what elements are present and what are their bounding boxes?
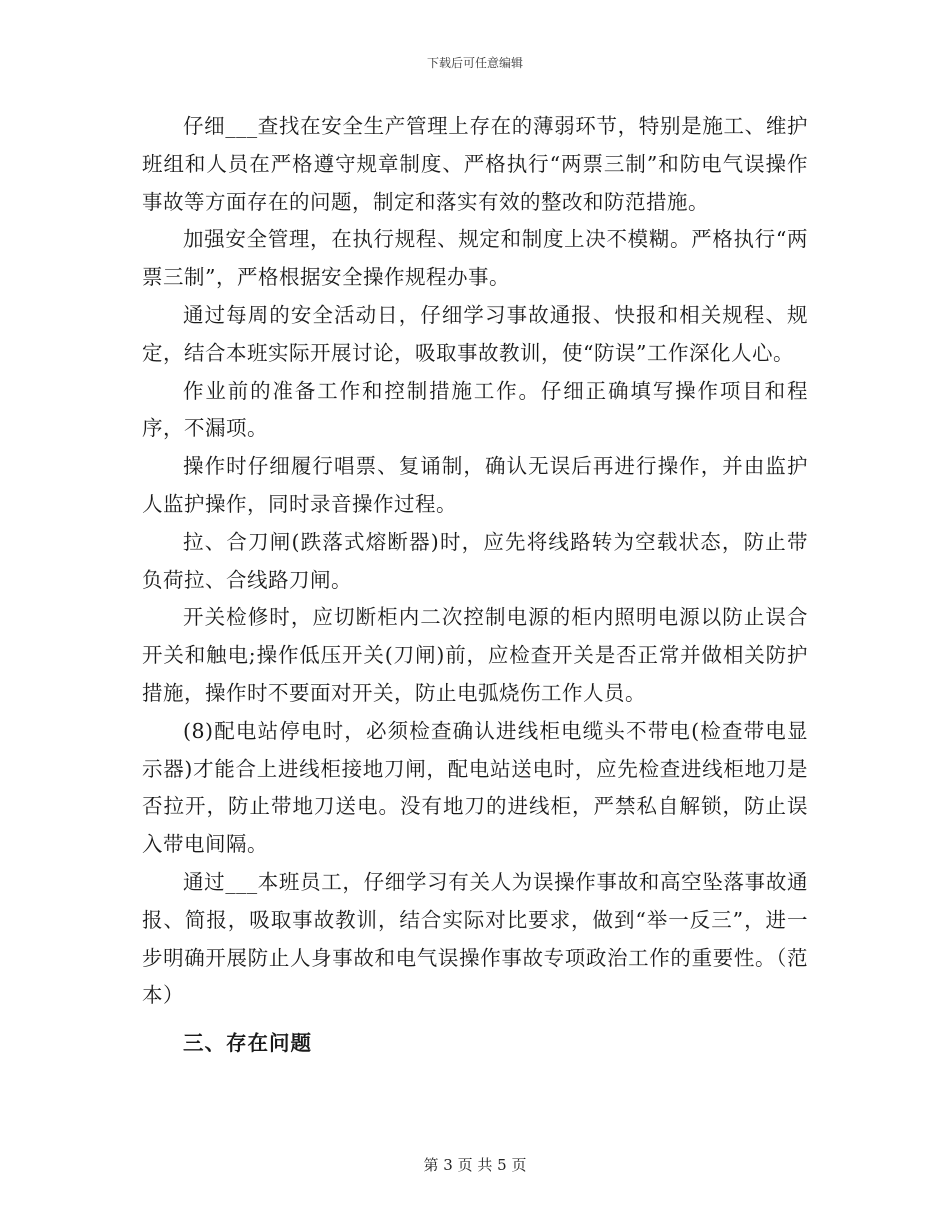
paragraph-3: 通过每周的安全活动日，仔细学习事故通报、快报和相关规程、规定，结合本班实际开展讨论，吸取事故教训，使“防误”工作深化人心。 (142, 302, 808, 365)
header-note: 下载后可任意编辑 (426, 56, 523, 70)
section-heading: 三、存在问题 (183, 1031, 312, 1056)
document-body (142, 108, 808, 1063)
paragraph-7: 开关检修时，应切断柜内二次控制电源的柜内照明电源以防止误合开关和触电;操作低压开关(刀闸)前，应检查开关是否正常并做相关防护措施，操作时不要面对开关，防止电弧烧伤工作人员。 (142, 605, 808, 705)
page-footer: 第 3 页 共 5 页 (423, 1156, 527, 1174)
paragraph-9: 通过___本班员工，仔细学习有关人为误操作事故和高空坠落事故通报、简报，吸取事故教训，结合实际对比要求，做到“举一反三”，进一步明确开展防止人身事故和电气误操作事故专项政治工作的重要性。（范本） (142, 869, 808, 1008)
paragraph-2: 加强安全管理，在执行规程、规定和制度上决不模糊。严格执行“两票三制”，严格根据安全操作规程办事。 (142, 227, 808, 290)
paragraph-1: 仔细___查找在安全生产管理上存在的薄弱环节，特别是施工、维护班组和人员在严格遵守规章制度、严格执行“两票三制”和防电气误操作事故等方面存在的问题，制定和落实有效的整改和防范措施。 (142, 114, 808, 214)
paragraph-5: 操作时仔细履行唱票、复诵制，确认无误后再进行操作，并由监护人监护操作，同时录音操作过程。 (142, 454, 808, 516)
paragraph-4: 作业前的准备工作和控制措施工作。仔细正确填写操作项目和程序，不漏项。 (142, 378, 808, 441)
paragraph-8: (8)配电站停电时，必须检查确认进线柜电缆头不带电(检查带电显示器)才能合上进线柜接地刀闸，配电站送电时，应先检查进线柜地刀是否拉开，防止带地刀送电。没有地刀的进线柜，严禁私自解锁，防止误入带电间隔。 (142, 718, 808, 857)
paragraph-6: 拉、合刀闸(跌落式熔断器)时，应先将线路转为空载状态，防止带负荷拉、合线路刀闸。 (142, 529, 808, 592)
